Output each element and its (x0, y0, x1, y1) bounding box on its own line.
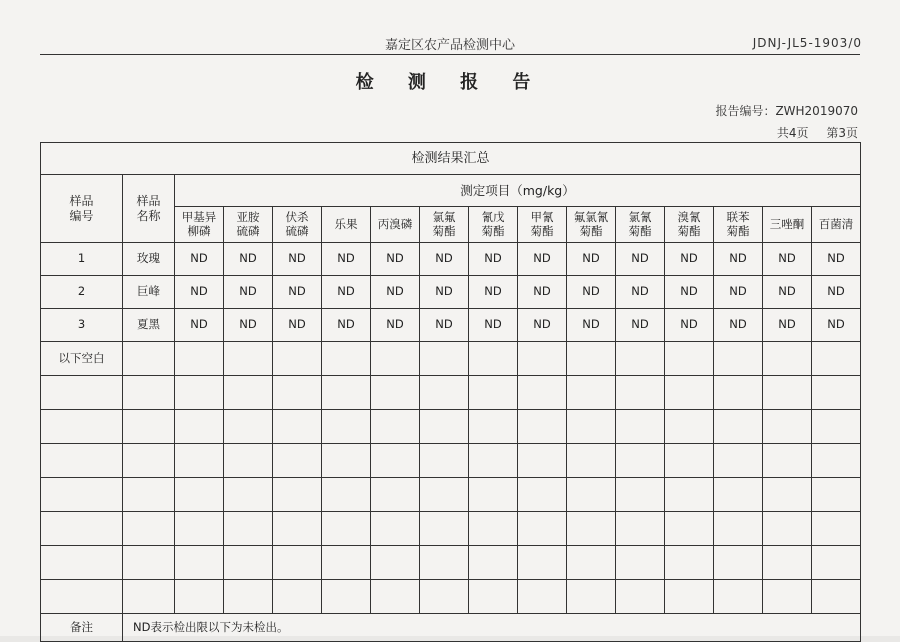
report-number: 报告编号：ZWH2019070 (715, 104, 858, 118)
empty-cell (175, 580, 224, 614)
empty-cell (175, 342, 224, 376)
result-value-cell: ND (665, 243, 714, 276)
blank-note-row (41, 342, 861, 376)
empty-cell (665, 410, 714, 444)
empty-cell (420, 376, 469, 410)
sample-name-header (123, 175, 175, 243)
empty-cell (273, 376, 322, 410)
empty-cell (371, 410, 420, 444)
empty-cell (469, 410, 518, 444)
sample-name-cell: 巨峰 (123, 276, 175, 309)
empty-cell (714, 376, 763, 410)
empty-cell (812, 376, 861, 410)
empty-cell (273, 478, 322, 512)
result-value-cell: ND (371, 276, 420, 309)
empty-cell (273, 342, 322, 376)
empty-cell (224, 580, 273, 614)
test-items-header: 测定项目（mg/kg） (175, 175, 861, 207)
total-pages: 共4页 (776, 126, 809, 140)
sample-number-header (41, 175, 123, 243)
empty-cell (322, 444, 371, 478)
empty-cell (518, 512, 567, 546)
empty-cell (616, 478, 665, 512)
empty-row (41, 478, 861, 512)
empty-cell (322, 512, 371, 546)
result-value-cell: ND (322, 243, 371, 276)
empty-cell (224, 444, 273, 478)
empty-cell (567, 580, 616, 614)
result-value-cell: ND (812, 243, 861, 276)
results-summary-title: 检测结果汇总 (41, 143, 861, 175)
empty-cell (763, 342, 812, 376)
empty-cell (224, 410, 273, 444)
empty-cell (123, 376, 175, 410)
sample-name-header-text: 样品 名称 (136, 194, 161, 223)
result-value-cell: ND (371, 309, 420, 342)
empty-cell (714, 342, 763, 376)
result-value-cell: ND (224, 309, 273, 342)
empty-cell (812, 410, 861, 444)
test-item-header: 丙溴磷 (371, 207, 420, 243)
empty-cell (714, 478, 763, 512)
result-value-cell: ND (812, 309, 861, 342)
empty-cell (616, 512, 665, 546)
empty-cell (175, 444, 224, 478)
result-value-cell: ND (812, 276, 861, 309)
result-value-cell: ND (420, 243, 469, 276)
empty-cell (616, 580, 665, 614)
empty-cell (322, 342, 371, 376)
header-row-1 (41, 175, 861, 207)
result-value-cell: ND (518, 276, 567, 309)
empty-cell (812, 546, 861, 580)
empty-cell (518, 580, 567, 614)
empty-cell (41, 478, 123, 512)
test-item-header: 甲基异 柳磷 (175, 207, 224, 243)
empty-cell (273, 512, 322, 546)
empty-cell (371, 342, 420, 376)
empty-cell (469, 444, 518, 478)
empty-cell (123, 546, 175, 580)
result-value-cell: ND (224, 243, 273, 276)
empty-cell (812, 580, 861, 614)
result-value-cell: ND (273, 243, 322, 276)
empty-cell (763, 444, 812, 478)
results-table (40, 142, 861, 642)
empty-cell (41, 546, 123, 580)
sample-number-header-text: 样品 编号 (69, 194, 94, 223)
result-value-cell: ND (469, 243, 518, 276)
empty-cell (322, 410, 371, 444)
empty-cell (665, 546, 714, 580)
empty-cell (518, 342, 567, 376)
test-item-header: 三唑酮 (763, 207, 812, 243)
empty-row (41, 376, 861, 410)
empty-row (41, 444, 861, 478)
test-item-header: 氯氟 菊酯 (420, 207, 469, 243)
report-title: 检 测 报 告 (355, 72, 545, 93)
test-item-header: 伏杀 硫磷 (273, 207, 322, 243)
empty-cell (812, 478, 861, 512)
empty-cell (763, 376, 812, 410)
document-code: JDNJ-JL5-1903/0 (752, 36, 862, 50)
empty-cell (123, 410, 175, 444)
empty-cell (518, 376, 567, 410)
empty-cell (665, 376, 714, 410)
empty-cell (714, 580, 763, 614)
result-value-cell: ND (567, 309, 616, 342)
empty-cell (665, 478, 714, 512)
empty-cell (322, 478, 371, 512)
result-value-cell: ND (371, 243, 420, 276)
empty-cell (665, 512, 714, 546)
empty-cell (175, 376, 224, 410)
empty-cell (469, 342, 518, 376)
empty-row (41, 512, 861, 546)
page-info (777, 124, 858, 141)
empty-cell (469, 546, 518, 580)
empty-cell (714, 546, 763, 580)
result-value-cell: ND (469, 309, 518, 342)
empty-cell (273, 580, 322, 614)
result-value-cell: ND (273, 309, 322, 342)
empty-row (41, 580, 861, 614)
empty-cell (616, 546, 665, 580)
test-item-header: 氟氯氰 菊酯 (567, 207, 616, 243)
empty-cell (616, 444, 665, 478)
empty-cell (812, 512, 861, 546)
empty-cell (371, 580, 420, 614)
test-item-header: 氯氰 菊酯 (616, 207, 665, 243)
empty-cell (371, 444, 420, 478)
result-value-cell: ND (714, 243, 763, 276)
result-value-cell: ND (273, 276, 322, 309)
empty-cell (469, 580, 518, 614)
empty-cell (567, 376, 616, 410)
empty-cell (518, 444, 567, 478)
sample-name-cell: 夏黑 (123, 309, 175, 342)
empty-cell (224, 342, 273, 376)
empty-cell (567, 478, 616, 512)
empty-cell (224, 376, 273, 410)
empty-cell (420, 444, 469, 478)
empty-cell (273, 410, 322, 444)
test-item-header: 溴氰 菊酯 (665, 207, 714, 243)
table-row (41, 309, 861, 342)
test-item-header: 氰戊 菊酯 (469, 207, 518, 243)
result-value-cell: ND (518, 309, 567, 342)
result-value-cell: ND (322, 309, 371, 342)
table-row (41, 276, 861, 309)
result-value-cell: ND (567, 276, 616, 309)
result-value-cell: ND (175, 243, 224, 276)
empty-cell (420, 546, 469, 580)
blank-note-cell: 以下空白 (41, 342, 123, 376)
empty-cell (469, 478, 518, 512)
empty-cell (518, 410, 567, 444)
test-item-header: 百菌清 (812, 207, 861, 243)
empty-cell (41, 410, 123, 444)
empty-cell (616, 410, 665, 444)
empty-cell (322, 546, 371, 580)
sample-number-cell: 1 (41, 243, 123, 276)
empty-row (41, 410, 861, 444)
empty-cell (322, 376, 371, 410)
empty-cell (123, 444, 175, 478)
faint-stamp-mark (368, 0, 458, 24)
empty-cell (714, 444, 763, 478)
empty-cell (469, 376, 518, 410)
test-item-header: 乐果 (322, 207, 371, 243)
empty-cell (518, 478, 567, 512)
empty-cell (123, 580, 175, 614)
empty-cell (371, 546, 420, 580)
result-value-cell: ND (616, 243, 665, 276)
empty-cell (469, 512, 518, 546)
empty-cell (420, 342, 469, 376)
result-value-cell: ND (322, 276, 371, 309)
empty-cell (123, 512, 175, 546)
empty-cell (714, 512, 763, 546)
result-value-cell: ND (567, 243, 616, 276)
empty-cell (763, 512, 812, 546)
result-value-cell: ND (175, 309, 224, 342)
result-value-cell: ND (763, 276, 812, 309)
result-value-cell: ND (224, 276, 273, 309)
remark-text: ND表示检出限以下为未检出。 (123, 614, 861, 642)
empty-cell (273, 444, 322, 478)
result-value-cell: ND (665, 309, 714, 342)
result-value-cell: ND (469, 276, 518, 309)
empty-cell (41, 580, 123, 614)
empty-cell (371, 512, 420, 546)
table-row (41, 243, 861, 276)
empty-cell (616, 342, 665, 376)
empty-cell (224, 546, 273, 580)
result-value-cell: ND (175, 276, 224, 309)
empty-cell (665, 342, 714, 376)
empty-cell (518, 546, 567, 580)
result-value-cell: ND (714, 309, 763, 342)
result-value-cell: ND (420, 309, 469, 342)
test-item-header: 甲氰 菊酯 (518, 207, 567, 243)
empty-cell (763, 478, 812, 512)
empty-cell (420, 512, 469, 546)
empty-cell (714, 410, 763, 444)
empty-cell (763, 410, 812, 444)
test-item-header: 亚胺 硫磷 (224, 207, 273, 243)
empty-cell (567, 342, 616, 376)
test-item-header: 联苯 菊酯 (714, 207, 763, 243)
empty-cell (322, 580, 371, 614)
empty-cell (175, 512, 224, 546)
empty-cell (224, 512, 273, 546)
result-value-cell: ND (763, 243, 812, 276)
empty-cell (175, 410, 224, 444)
result-value-cell: ND (518, 243, 567, 276)
remark-label: 备注 (41, 614, 123, 642)
empty-cell (763, 580, 812, 614)
empty-cell (123, 342, 175, 376)
empty-cell (41, 376, 123, 410)
sample-name-cell: 玫瑰 (123, 243, 175, 276)
result-value-cell: ND (714, 276, 763, 309)
empty-cell (567, 512, 616, 546)
empty-cell (371, 478, 420, 512)
empty-cell (41, 444, 123, 478)
result-value-cell: ND (665, 276, 714, 309)
empty-cell (41, 512, 123, 546)
table-title-row (41, 143, 861, 175)
empty-cell (665, 580, 714, 614)
result-value-cell: ND (763, 309, 812, 342)
result-value-cell: ND (616, 309, 665, 342)
empty-cell (665, 444, 714, 478)
sample-number-cell: 2 (41, 276, 123, 309)
current-page: 第3页 (826, 126, 858, 140)
empty-cell (123, 478, 175, 512)
empty-cell (616, 376, 665, 410)
empty-row (41, 546, 861, 580)
result-value-cell: ND (616, 276, 665, 309)
empty-cell (371, 376, 420, 410)
organization-name: 嘉定区农产品检测中心 (384, 38, 515, 53)
empty-cell (567, 444, 616, 478)
empty-cell (763, 546, 812, 580)
header-rule (40, 54, 860, 55)
sample-number-cell: 3 (41, 309, 123, 342)
empty-cell (273, 546, 322, 580)
empty-cell (567, 410, 616, 444)
empty-cell (175, 546, 224, 580)
empty-cell (420, 478, 469, 512)
empty-cell (812, 444, 861, 478)
remark-row (41, 614, 861, 642)
empty-cell (567, 546, 616, 580)
empty-cell (175, 478, 224, 512)
empty-cell (420, 410, 469, 444)
empty-cell (224, 478, 273, 512)
empty-cell (420, 580, 469, 614)
empty-cell (812, 342, 861, 376)
result-value-cell: ND (420, 276, 469, 309)
